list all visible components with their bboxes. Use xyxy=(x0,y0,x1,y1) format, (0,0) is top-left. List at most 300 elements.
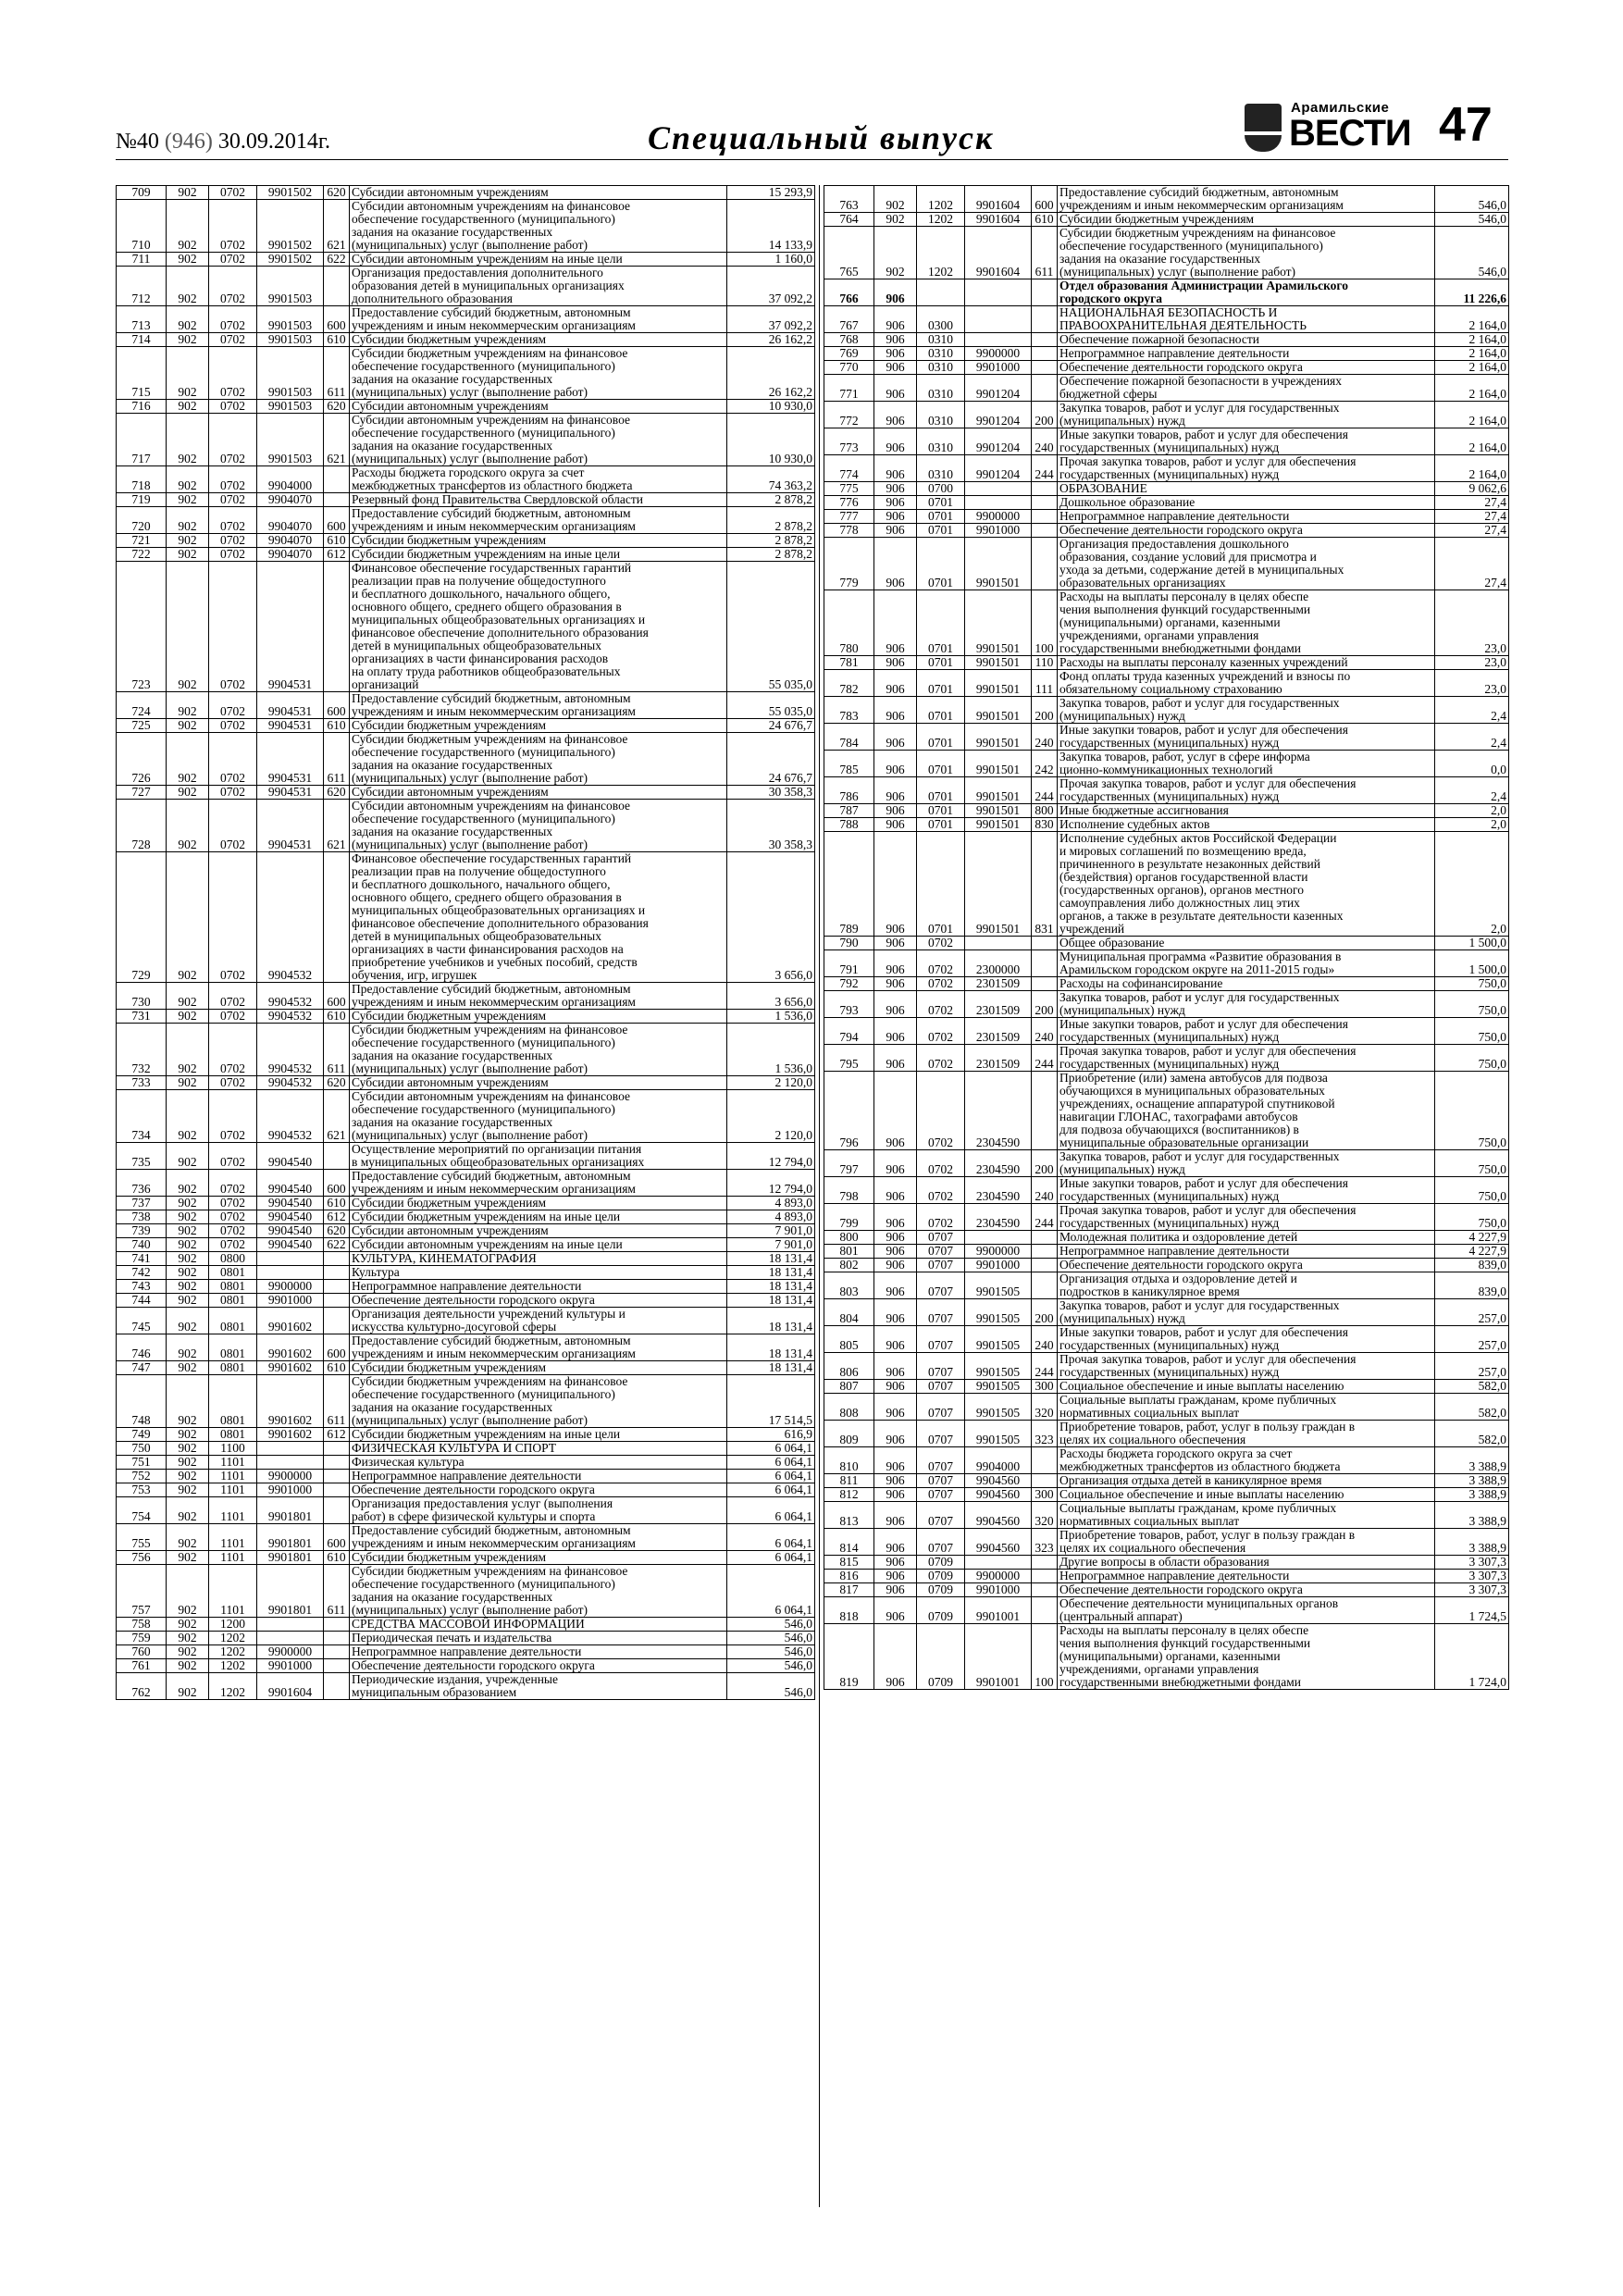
section-code: 0701 xyxy=(917,697,965,724)
amount: 2 878,2 xyxy=(727,493,815,507)
department-code: 902 xyxy=(167,1659,209,1673)
target-code: 9901602 xyxy=(257,1375,324,1428)
description: СРЕДСТВА МАССОВОЙ ИНФОРМАЦИИ xyxy=(350,1618,727,1632)
table-row xyxy=(117,786,815,800)
section-code: 0707 xyxy=(917,1421,965,1447)
amount: 1 160,0 xyxy=(727,253,815,267)
section-code: 0702 xyxy=(917,1177,965,1204)
section-code: 0707 xyxy=(917,1272,965,1299)
amount: 750,0 xyxy=(1435,991,1509,1018)
table-row xyxy=(117,1224,815,1238)
table-row xyxy=(824,279,1509,306)
table-row xyxy=(117,719,815,733)
row-number: 764 xyxy=(824,213,874,227)
department-code: 902 xyxy=(167,493,209,507)
row-number: 799 xyxy=(824,1204,874,1231)
amount: 6 064,1 xyxy=(727,1470,815,1483)
amount: 3 307,3 xyxy=(1435,1570,1509,1583)
section-code: 0702 xyxy=(209,1024,257,1076)
table-row xyxy=(117,1375,815,1428)
section-code: 0702 xyxy=(209,786,257,800)
description: Фонд оплаты труда казенных учреждений и взносы по обязательному социальному страхованию xyxy=(1058,670,1435,697)
row-number: 741 xyxy=(117,1252,167,1266)
section-code: 0701 xyxy=(917,804,965,818)
department-code: 906 xyxy=(874,510,917,524)
description: Обеспечение деятельности городского округа xyxy=(350,1294,727,1308)
amount: 30 358,3 xyxy=(727,786,815,800)
row-number: 735 xyxy=(117,1143,167,1170)
target-code: 9901501 xyxy=(965,832,1032,937)
section-code: 0707 xyxy=(917,1529,965,1556)
table-row xyxy=(117,1483,815,1497)
row-number: 791 xyxy=(824,950,874,977)
amount: 1 724,0 xyxy=(1435,1624,1509,1690)
table-row xyxy=(117,1551,815,1565)
amount: 3 388,9 xyxy=(1435,1529,1509,1556)
department-code: 906 xyxy=(874,1447,917,1474)
table-row xyxy=(117,1470,815,1483)
row-number: 807 xyxy=(824,1380,874,1394)
section-code: 0707 xyxy=(917,1326,965,1353)
row-number: 753 xyxy=(117,1483,167,1497)
target-code xyxy=(257,1632,324,1645)
description: Социальное обеспечение и иные выплаты населению xyxy=(1058,1488,1435,1502)
expense-type xyxy=(1032,524,1058,538)
description: Обеспечение деятельности городского округа xyxy=(1058,1583,1435,1597)
target-code: 9904070 xyxy=(257,548,324,562)
expense-type: 620 xyxy=(324,400,350,414)
target-code: 9901503 xyxy=(257,347,324,400)
amount: 6 064,1 xyxy=(727,1442,815,1456)
table-row xyxy=(117,1252,815,1266)
row-number: 729 xyxy=(117,852,167,983)
expense-type: 611 xyxy=(324,1375,350,1428)
description: Обеспечение деятельности городского округа xyxy=(1058,361,1435,375)
description: Предоставление субсидий бюджетным, автономным учреждениям и иным некоммерческим организациям xyxy=(350,507,727,534)
department-code: 902 xyxy=(167,1442,209,1456)
section-code: 0707 xyxy=(917,1474,965,1488)
target-code xyxy=(965,1231,1032,1245)
target-code: 9904531 xyxy=(257,692,324,719)
description: Предоставление субсидий бюджетным, автономным учреждениям и иным некоммерческим организациям xyxy=(350,306,727,333)
row-number: 811 xyxy=(824,1474,874,1488)
row-number: 742 xyxy=(117,1266,167,1280)
row-number: 734 xyxy=(117,1090,167,1143)
amount: 2,4 xyxy=(1435,724,1509,751)
section-code: 0702 xyxy=(917,1018,965,1045)
section-code: 0310 xyxy=(917,361,965,375)
expense-type: 800 xyxy=(1032,804,1058,818)
table-row xyxy=(824,1204,1509,1231)
table-row xyxy=(117,200,815,253)
table-row xyxy=(117,1428,815,1442)
target-code: 2304590 xyxy=(965,1072,1032,1150)
row-number: 724 xyxy=(117,692,167,719)
expense-type: 600 xyxy=(1032,186,1058,213)
expense-type xyxy=(1032,496,1058,510)
department-code: 906 xyxy=(874,1299,917,1326)
row-number: 783 xyxy=(824,697,874,724)
target-code: 2301509 xyxy=(965,1018,1032,1045)
row-number: 771 xyxy=(824,375,874,402)
description: Предоставление субсидий бюджетным, автономным учреждениям и иным некоммерческим организациям xyxy=(350,1334,727,1361)
section-code: 0310 xyxy=(917,428,965,455)
description: Субсидии автономным учреждениям на финансовое обеспечение государственного (муниципального) задания на оказание государственных (муниципальных) услуг (выполнение работ) xyxy=(350,1090,727,1143)
section-code: 1202 xyxy=(209,1632,257,1645)
amount: 1 500,0 xyxy=(1435,950,1509,977)
section-code: 0701 xyxy=(917,777,965,804)
expense-type: 831 xyxy=(1032,832,1058,937)
amount: 1 500,0 xyxy=(1435,937,1509,950)
row-number: 766 xyxy=(824,279,874,306)
amount: 4 893,0 xyxy=(727,1210,815,1224)
section-code: 1101 xyxy=(209,1551,257,1565)
department-code: 902 xyxy=(167,306,209,333)
section-code: 1101 xyxy=(209,1497,257,1524)
row-number: 789 xyxy=(824,832,874,937)
target-code: 9901505 xyxy=(965,1353,1032,1380)
description: НАЦИОНАЛЬНАЯ БЕЗОПАСНОСТЬ И ПРАВООХРАНИТЕЛЬНАЯ ДЕЯТЕЛЬНОСТЬ xyxy=(1058,306,1435,333)
row-number: 808 xyxy=(824,1394,874,1421)
table-row xyxy=(117,733,815,786)
row-number: 721 xyxy=(117,534,167,548)
expense-type xyxy=(1032,333,1058,347)
expense-type xyxy=(1032,1072,1058,1150)
row-number: 719 xyxy=(117,493,167,507)
description: Обеспечение деятельности городского округа xyxy=(1058,1259,1435,1272)
target-code: 9904531 xyxy=(257,733,324,786)
target-code: 9904531 xyxy=(257,719,324,733)
table-row xyxy=(824,950,1509,977)
department-code: 902 xyxy=(167,1090,209,1143)
section-code: 0702 xyxy=(209,333,257,347)
table-row xyxy=(117,1659,815,1673)
department-code: 906 xyxy=(874,1018,917,1045)
expense-type xyxy=(324,1483,350,1497)
section-code: 0701 xyxy=(917,524,965,538)
row-number: 715 xyxy=(117,347,167,400)
expense-type: 611 xyxy=(1032,227,1058,279)
table-row xyxy=(824,1259,1509,1272)
target-code xyxy=(965,306,1032,333)
department-code: 902 xyxy=(167,1565,209,1618)
description: Непрограммное направление деятельности xyxy=(350,1470,727,1483)
row-number: 709 xyxy=(117,186,167,200)
section-code: 0702 xyxy=(917,991,965,1018)
issue-prefix: №40 xyxy=(116,130,165,154)
row-number: 716 xyxy=(117,400,167,414)
table-row xyxy=(117,466,815,493)
description: Культура xyxy=(350,1266,727,1280)
amount: 750,0 xyxy=(1435,1072,1509,1150)
table-row xyxy=(824,524,1509,538)
target-code: 2304590 xyxy=(965,1204,1032,1231)
amount: 14 133,9 xyxy=(727,200,815,253)
table-row xyxy=(824,751,1509,777)
target-code: 9900000 xyxy=(965,510,1032,524)
target-code: 9904070 xyxy=(257,493,324,507)
section-code: 0801 xyxy=(209,1308,257,1334)
row-number: 819 xyxy=(824,1624,874,1690)
table-row xyxy=(117,1090,815,1143)
section-code: 0702 xyxy=(209,733,257,786)
target-code xyxy=(965,496,1032,510)
description: Субсидии автономным учреждениям xyxy=(350,1224,727,1238)
table-row xyxy=(117,400,815,414)
column-divider xyxy=(819,185,820,2207)
department-code: 906 xyxy=(874,1045,917,1072)
table-row xyxy=(117,1197,815,1210)
section-code: 0702 xyxy=(209,347,257,400)
section-code: 0702 xyxy=(209,800,257,852)
table-row xyxy=(117,493,815,507)
target-code: 9901801 xyxy=(257,1551,324,1565)
description: Осуществление мероприятий по организации питания в муниципальных общеобразовательных организациях xyxy=(350,1143,727,1170)
expense-type xyxy=(1032,1597,1058,1624)
department-code: 902 xyxy=(167,534,209,548)
table-row xyxy=(117,1266,815,1280)
amount: 750,0 xyxy=(1435,1177,1509,1204)
amount: 3 388,9 xyxy=(1435,1447,1509,1474)
expense-type xyxy=(1032,279,1058,306)
description: Субсидии бюджетным учреждениям xyxy=(350,1197,727,1210)
target-code: 9904560 xyxy=(965,1488,1032,1502)
description: Предоставление субсидий бюджетным, автономным учреждениям и иным некоммерческим организациям xyxy=(350,1170,727,1197)
department-code: 906 xyxy=(874,832,917,937)
department-code: 902 xyxy=(167,1266,209,1280)
section-code: 0701 xyxy=(917,724,965,751)
expense-type: 600 xyxy=(324,1334,350,1361)
description: Прочая закупка товаров, работ и услуг для обеспечения государственных (муниципальных) нужд xyxy=(1058,1045,1435,1072)
department-code: 906 xyxy=(874,1556,917,1570)
department-code: 902 xyxy=(167,1618,209,1632)
department-code: 906 xyxy=(874,1072,917,1150)
expense-type xyxy=(1032,375,1058,402)
expense-type xyxy=(1032,1259,1058,1272)
expense-type: 611 xyxy=(324,1565,350,1618)
issue-date: 30.09.2014г. xyxy=(212,130,331,154)
header-divider xyxy=(116,159,1508,160)
budget-table-left xyxy=(116,185,815,1700)
department-code: 902 xyxy=(167,1197,209,1210)
target-code: 9901505 xyxy=(965,1272,1032,1299)
expense-type: 621 xyxy=(324,414,350,466)
department-code: 902 xyxy=(167,1361,209,1375)
row-number: 743 xyxy=(117,1280,167,1294)
description: Исполнение судебных актов xyxy=(1058,818,1435,832)
department-code: 906 xyxy=(874,656,917,670)
section-code: 0702 xyxy=(209,1197,257,1210)
row-number: 728 xyxy=(117,800,167,852)
description: Организация отдыха и оздоровление детей и подростков в каникулярное время xyxy=(1058,1272,1435,1299)
target-code xyxy=(965,279,1032,306)
description: Прочая закупка товаров, работ и услуг для обеспечения государственных (муниципальных) нужд xyxy=(1058,1353,1435,1380)
section-code: 1101 xyxy=(209,1483,257,1497)
amount: 839,0 xyxy=(1435,1259,1509,1272)
description: Другие вопросы в области образования xyxy=(1058,1556,1435,1570)
amount: 750,0 xyxy=(1435,1018,1509,1045)
section-code: 0702 xyxy=(209,200,257,253)
table-row xyxy=(824,1394,1509,1421)
special-issue-title: Специальный выпуск xyxy=(648,119,995,156)
row-number: 763 xyxy=(824,186,874,213)
row-number: 747 xyxy=(117,1361,167,1375)
table-row xyxy=(824,213,1509,227)
section-code: 0701 xyxy=(917,832,965,937)
description: Иные закупки товаров, работ и услуг для обеспечения государственных (муниципальных) нужд xyxy=(1058,1018,1435,1045)
department-code: 906 xyxy=(874,347,917,361)
target-code: 9901502 xyxy=(257,200,324,253)
target-code: 9901602 xyxy=(257,1308,324,1334)
section-code: 0702 xyxy=(917,937,965,950)
department-code: 902 xyxy=(167,852,209,983)
expense-type xyxy=(1032,1556,1058,1570)
table-row xyxy=(824,1488,1509,1502)
row-number: 793 xyxy=(824,991,874,1018)
department-code: 902 xyxy=(167,1224,209,1238)
expense-type: 610 xyxy=(1032,213,1058,227)
amount: 4 227,9 xyxy=(1435,1245,1509,1259)
budget-table-right xyxy=(824,185,1509,1690)
row-number: 755 xyxy=(117,1524,167,1551)
row-number: 801 xyxy=(824,1245,874,1259)
expense-type xyxy=(324,1456,350,1470)
row-number: 750 xyxy=(117,1442,167,1456)
row-number: 795 xyxy=(824,1045,874,1072)
row-number: 786 xyxy=(824,777,874,804)
section-code: 1202 xyxy=(917,227,965,279)
amount: 750,0 xyxy=(1435,1204,1509,1231)
amount: 27,4 xyxy=(1435,524,1509,538)
table-row xyxy=(824,496,1509,510)
target-code: 9901000 xyxy=(257,1659,324,1673)
table-row xyxy=(824,482,1509,496)
target-code: 9904532 xyxy=(257,1090,324,1143)
department-code: 906 xyxy=(874,950,917,977)
target-code: 9904540 xyxy=(257,1197,324,1210)
table-row xyxy=(824,1624,1509,1690)
row-number: 803 xyxy=(824,1272,874,1299)
expense-type: 620 xyxy=(324,186,350,200)
description: Субсидии бюджетным учреждениям xyxy=(350,1361,727,1375)
amount: 257,0 xyxy=(1435,1353,1509,1380)
target-code: 9901001 xyxy=(965,1597,1032,1624)
target-code: 9901505 xyxy=(965,1394,1032,1421)
amount: 6 064,1 xyxy=(727,1483,815,1497)
row-number: 816 xyxy=(824,1570,874,1583)
description: Резервный фонд Правительства Свердловской области xyxy=(350,493,727,507)
row-number: 720 xyxy=(117,507,167,534)
row-number: 772 xyxy=(824,402,874,428)
section-code: 0801 xyxy=(209,1266,257,1280)
amount: 2 164,0 xyxy=(1435,306,1509,333)
expense-type xyxy=(1032,482,1058,496)
target-code xyxy=(257,1456,324,1470)
department-code: 906 xyxy=(874,455,917,482)
row-number: 802 xyxy=(824,1259,874,1272)
row-number: 712 xyxy=(117,267,167,306)
table-row xyxy=(117,562,815,692)
table-row xyxy=(117,1010,815,1024)
logo-small-text: Арамильские xyxy=(1291,100,1390,116)
section-code: 0702 xyxy=(209,253,257,267)
target-code: 9901000 xyxy=(965,524,1032,538)
description: Закупка товаров, работ и услуг для государственных (муниципальных) нужд xyxy=(1058,1299,1435,1326)
description: Субсидии бюджетным учреждениям xyxy=(350,719,727,733)
table-row xyxy=(824,347,1509,361)
row-number: 751 xyxy=(117,1456,167,1470)
amount: 18 131,4 xyxy=(727,1252,815,1266)
newspaper-logo xyxy=(1245,100,1411,155)
amount: 27,4 xyxy=(1435,510,1509,524)
amount: 2 878,2 xyxy=(727,548,815,562)
row-number: 756 xyxy=(117,1551,167,1565)
expense-type: 830 xyxy=(1032,818,1058,832)
department-code: 902 xyxy=(874,186,917,213)
target-code: 9900000 xyxy=(257,1470,324,1483)
row-number: 733 xyxy=(117,1076,167,1090)
expense-type xyxy=(324,562,350,692)
target-code: 9904531 xyxy=(257,786,324,800)
expense-type xyxy=(324,1442,350,1456)
target-code: 9901501 xyxy=(965,724,1032,751)
expense-type xyxy=(324,1673,350,1700)
target-code xyxy=(965,482,1032,496)
row-number: 805 xyxy=(824,1326,874,1353)
target-code: 9901505 xyxy=(965,1421,1032,1447)
section-code: 0702 xyxy=(209,852,257,983)
row-number: 779 xyxy=(824,538,874,590)
amount: 27,4 xyxy=(1435,538,1509,590)
target-code: 2301509 xyxy=(965,991,1032,1018)
description: Организация предоставления дошкольного образования, создание условий для присмотра и ухода за детьми, содержание детей в муниципальных образовательных организациях xyxy=(1058,538,1435,590)
target-code: 9901000 xyxy=(965,361,1032,375)
expense-type: 620 xyxy=(324,1076,350,1090)
section-code: 0702 xyxy=(917,1072,965,1150)
section-code: 0701 xyxy=(917,538,965,590)
expense-type xyxy=(1032,306,1058,333)
department-code: 902 xyxy=(167,1456,209,1470)
target-code: 9901604 xyxy=(257,1673,324,1700)
amount: 546,0 xyxy=(727,1618,815,1632)
row-number: 784 xyxy=(824,724,874,751)
target-code: 9901000 xyxy=(257,1294,324,1308)
department-code: 906 xyxy=(874,1421,917,1447)
expense-type: 300 xyxy=(1032,1488,1058,1502)
department-code: 902 xyxy=(167,414,209,466)
department-code: 906 xyxy=(874,590,917,656)
expense-type: 200 xyxy=(1032,991,1058,1018)
section-code: 0709 xyxy=(917,1583,965,1597)
table-row xyxy=(824,1583,1509,1597)
description: Субсидии автономным учреждениям xyxy=(350,1076,727,1090)
section-code: 0702 xyxy=(917,1045,965,1072)
expense-type: 610 xyxy=(324,719,350,733)
target-code: 9901602 xyxy=(257,1361,324,1375)
expense-type: 244 xyxy=(1032,1045,1058,1072)
target-code xyxy=(257,1618,324,1632)
target-code xyxy=(965,333,1032,347)
department-code: 906 xyxy=(874,1245,917,1259)
table-row xyxy=(117,1308,815,1334)
description: Субсидии бюджетным учреждениям на иные цели xyxy=(350,1428,727,1442)
row-number: 775 xyxy=(824,482,874,496)
expense-type: 621 xyxy=(324,1090,350,1143)
amount: 257,0 xyxy=(1435,1299,1509,1326)
row-number: 796 xyxy=(824,1072,874,1150)
department-code: 906 xyxy=(874,1326,917,1353)
amount: 2 164,0 xyxy=(1435,333,1509,347)
